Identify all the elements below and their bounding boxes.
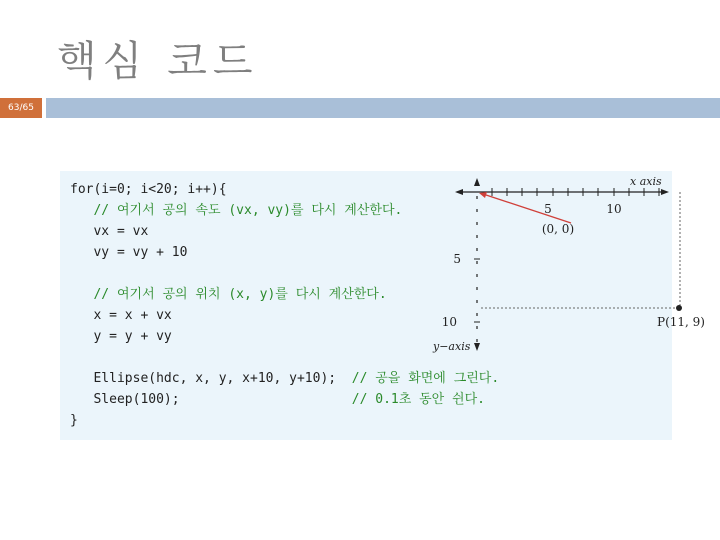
x-tick-label-5: 5	[544, 202, 552, 216]
code-text: vy = vy + 10	[70, 245, 188, 260]
x-axis-left-arrow	[455, 189, 463, 195]
y-axis-label: y−axis	[433, 340, 471, 353]
y-axis-down-arrow	[474, 343, 480, 351]
point-p-marker	[676, 305, 682, 311]
code-comment: // 공을 화면에 그린다.	[351, 371, 500, 386]
y-ticks	[474, 259, 480, 322]
x-axis-label: x axis	[630, 175, 662, 188]
y-tick-label-5: 5	[453, 252, 461, 266]
origin-pointer-arrowhead	[479, 192, 487, 198]
header-bar	[46, 98, 720, 118]
code-text: x = x + vx	[70, 308, 172, 323]
code-comment: // 여기서 공의 속도 (vx, vy)를 다시 계산한다.	[93, 203, 403, 218]
code-text	[70, 203, 93, 218]
x-tick-label-10: 10	[606, 202, 622, 216]
code-text: }	[70, 413, 78, 428]
code-comment: // 0.1초 동안 쉰다.	[351, 392, 485, 407]
code-figure	[60, 171, 705, 440]
point-p-label: P(11, 9)	[657, 315, 705, 329]
page-indicator: 63/65	[0, 98, 42, 118]
code-line	[70, 410, 499, 431]
code-text: Sleep(100);	[70, 392, 352, 407]
code-line	[70, 368, 499, 389]
code-text: y = y + vy	[70, 329, 172, 344]
x-axis-right-arrow	[661, 189, 669, 195]
code-text: for(i=0; i<20; i++){	[70, 182, 227, 197]
code-text: vx = vx	[70, 224, 149, 239]
coordinate-diagram	[429, 171, 705, 361]
origin-pointer-line	[483, 194, 571, 223]
code-text	[70, 287, 93, 302]
origin-label: (0, 0)	[541, 222, 575, 236]
y-axis-up-arrow	[474, 178, 480, 186]
code-text: Ellipse(hdc, x, y, x+10, y+10);	[70, 371, 352, 386]
code-comment: // 여기서 공의 위치 (x, y)를 다시 계산한다.	[93, 287, 387, 302]
code-line	[70, 389, 499, 410]
y-tick-label-10: 10	[441, 315, 457, 329]
slide-title: 핵심 코드	[57, 37, 259, 85]
coordinate-svg	[429, 171, 705, 361]
